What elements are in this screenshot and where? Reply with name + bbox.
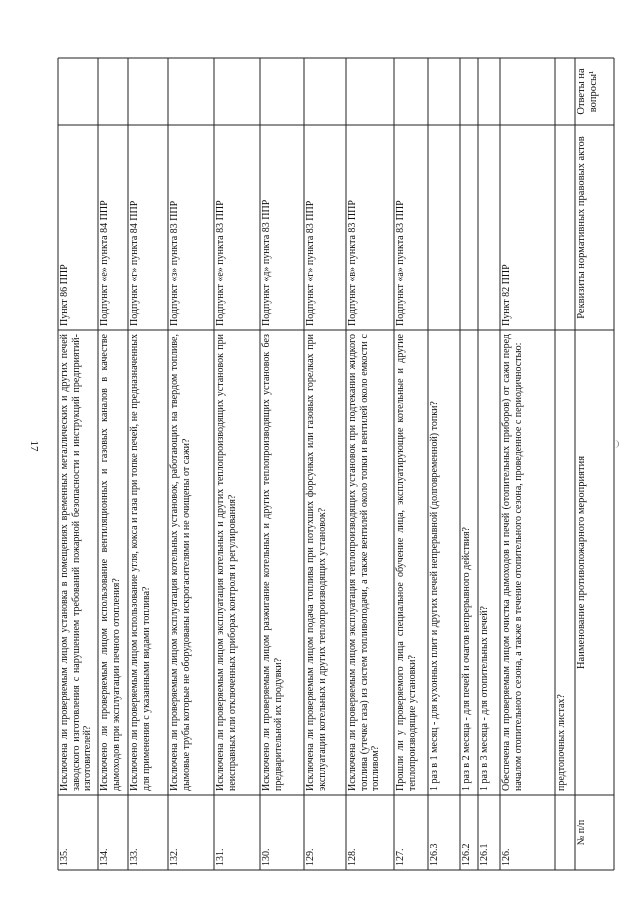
row-measure: 1 раз в 1 месяц - для кухонных плит и других печей непрерывной (долговременной) топки? [429,401,440,791]
row-requisite: Подпункт «е» пункта 84 ППР [99,200,110,326]
row-number: 126. [501,848,512,866]
row-measure: Исключена ли проверяемым лицом эксплуатация котельных установок, работающих на твердом топливе, дымовые трубы которые не оборудованы искрогасителями и не очищены от сажи? [169,334,192,791]
row-measure: Исключена ли проверяемым лицом установка в помещениях временных металлических и других печей заводского изготовления с нарушением требований пожарной безопасности и инструкций предприятий-изготовителей? [59,334,93,791]
row-number: 126.1 [479,843,490,866]
header-num: № п/п [576,819,587,846]
row-measure: Исключено ли проверяемым лицом использование угля, кокса и газа при топке печей, не предназначенных для применения с указанными видами топлива? [129,334,152,791]
header-answers: Ответы на вопросы¹ [576,68,599,115]
row-number: 129. [305,848,316,866]
row-number: 133. [129,848,140,866]
row-measure: Исключена ли проверяемым лицом подача топлива при потухших форсунках или газовых горелках при эксплуатации котельных и других теплопроизводящих установок? [305,334,328,791]
row-measure: 1 раз в 3 месяца - для отопительных печей? [479,606,490,791]
row-measure: Прошли ли у проверяемого лица специальное обучение лица, эксплуатирующие котельные и другие теплопроизводящие установки? [395,334,418,791]
row-measure: Исключено ли проверяемым лицом разжигание котельных и других теплопроизводящих установок без предварительной их продувки? [261,334,284,791]
row-number: 135. [59,848,70,866]
row-requisite: Пункт 82 ППР [501,264,512,326]
header-requisites: Реквизиты нормативных правовых актов [576,136,587,319]
row-requisite: Пункт 86 ППР [59,264,70,326]
row-number: 126.3 [429,843,440,866]
row-requisite: Подпункт «в» пункта 83 ППР [347,200,358,326]
row-number: 126.2 [461,843,472,866]
row-measure: предтопочных листах? [556,694,567,791]
row-measure: Исключена ли проверяемым лицом эксплуатация теплопроизводящих установок при подтекании жидкого топлива (утечке газа) из систем топливоподачи, а также вентилей около топки и вентилей около емкости с топливом? [347,334,381,791]
row-requisite: Подпункт «д» пункта 83 ППР [261,199,272,326]
row-requisite: Подпункт «г» пункта 84 ППР [129,200,140,326]
page-number: 17 [28,440,40,452]
row-requisite: Подпункт «а» пункта 83 ППР [395,200,406,326]
row-requisite: Подпункт «г» пункта 83 ППР [305,200,316,326]
row-requisite: Подпункт «з» пункта 83 ППР [169,200,180,326]
row-measure: 1 раз в 2 месяца - для печей и очагов непрерывного действия? [461,527,472,791]
row-measure: Обеспечена ли проверяемым лицом очистка дымоходов и печей (отопительных приборов) от сажи перед началом отопительного сезона, а также в течение отопительного сезона, проведенное с периодичностью: [501,334,524,791]
row-number: 127. [395,848,406,866]
row-number: 131. [215,848,226,866]
row-number: 128. [347,848,358,866]
row-measure: Исключено ли проверяемым лицом использование вентиляционных и газовых каналов в качестве дымоходов при эксплуатации печного отопления? [99,334,122,791]
row-number: 130. [261,848,272,866]
row-number: 134. [99,848,110,866]
row-measure: Исключена ли проверяемым лицом эксплуатация котельных и других теплопроизводящих установок при неисправных или отключенных приборах контроля и регулирования? [215,334,238,791]
row-requisite: Подпункт «е» пункта 83 ППР [215,200,226,326]
header-name: Наименование противопожарного мероприятия [576,455,587,670]
row-number: 132. [169,848,180,866]
